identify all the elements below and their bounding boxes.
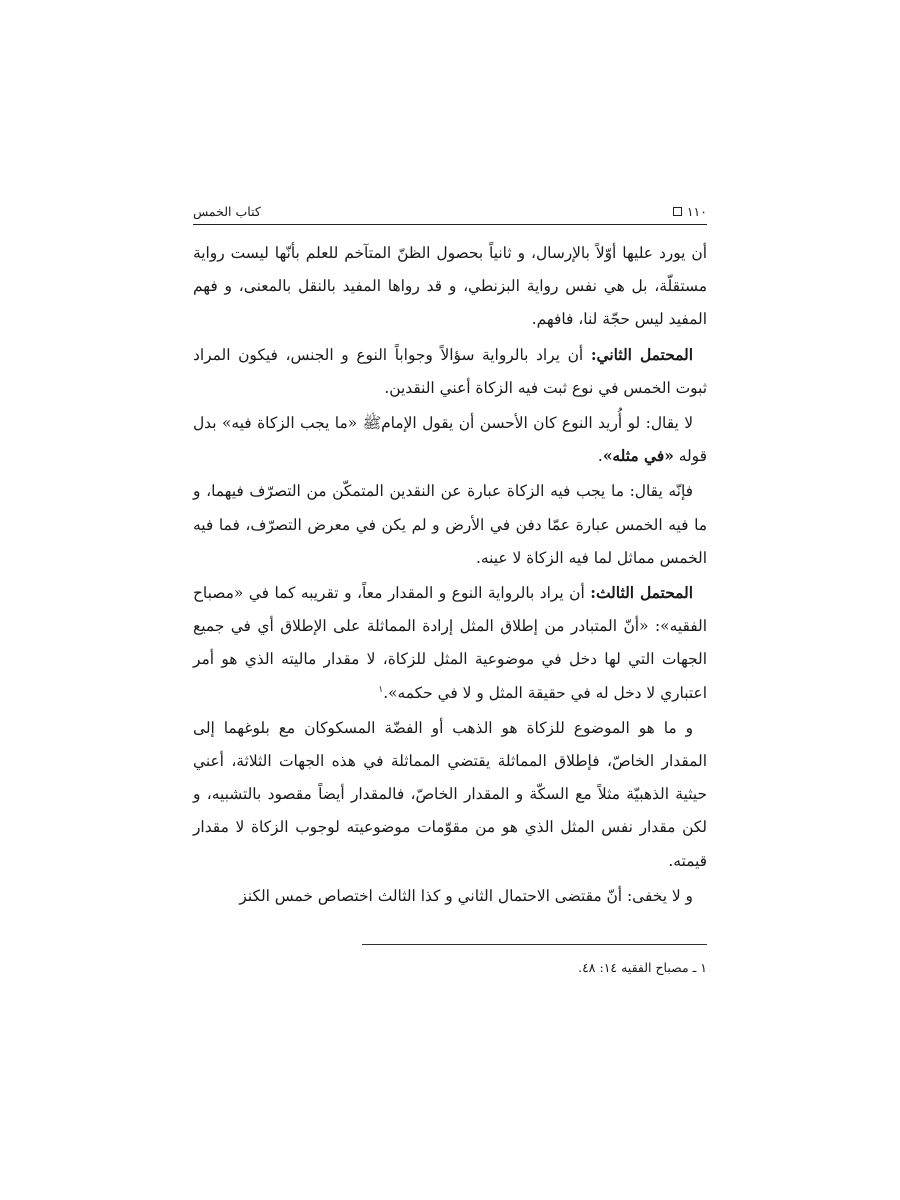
- paragraph-text: .: [597, 447, 603, 466]
- paragraph-text: «ما يجب الزكاة فيه» بدل قوله: [193, 414, 707, 466]
- paragraph-text: و لا يخفى: أنّ مقتضى الاحتمال الثاني و كذا الثالث اختصاص خمس الكنز: [239, 886, 693, 905]
- paragraph-text: و ما هو الموضوع للزكاة هو الذهب أو الفضّة المسكوكان مع بلوغهما إلى المقدار الخاصّ، فإطلاق المماثلة يقتضي المماثلة في هذه الجهات الثلاثة، أعني حيثية الذهبيّة مثلاً مع السكّة و المقدار الخاصّ، فالمقدار أيضاً مقصود بالتشبيه، و لكن مقدار نفس المثل الذي هو من مقوّمات موضوعيته لوجوب الزكاة لا مقدار قيمته.: [193, 718, 707, 870]
- section-term: المحتمل الثاني:: [590, 345, 693, 364]
- paragraph: [193, 577, 707, 710]
- paragraph: [193, 237, 707, 337]
- paragraph-text: فإنّه يقال: ما يجب فيه الزكاة عبارة عن النقدين المتمكّن من التصرّف فيهما، و ما فيه الخمس عبارة عمّا دفن في الأرض و لم يكن في معرض التصرّف، فما فيه الخمس مماثل لما فيه الزكاة لا عينه.: [193, 482, 708, 567]
- square-icon: [673, 207, 682, 216]
- paragraph-text: أن يراد بالرواية سؤالاً وجواباً النوع و الجنس، فيكون المراد ثبوت الخمس في نوع ثبت فيه الزكاة أعني النقدين.: [193, 345, 707, 397]
- main-text: [193, 237, 707, 913]
- page-number: ١١٠: [686, 204, 707, 219]
- paragraph: [193, 475, 707, 575]
- paragraph-text: أن يراد بالرواية النوع و المقدار معاً، و تقريبه كما في «مصباح الفقيه»: «أنّ المتبادر من إطلاق المثل إرادة المماثلة على الإطلاق أي في جميع الجهات التي لها دخل في موضوعية المثل للزكاة، لا مقدار ماليته الذي هو أمر اعتباري لا دخل له في حقيقة المثل و لا في حكمه».: [193, 584, 707, 702]
- paragraph-text: أن يورد عليها أوّلاً بالإرسال، و ثانياً بحصول الظنّ المتآخم للعلم بأنّها ليست رواية مستقلّة، بل هي نفس رواية البزنطي، و قد رواها المفيد بالنقل بالمعنى، و فهم المفيد ليس حجّة لنا، فافهم.: [193, 244, 707, 329]
- footnote-divider: [362, 944, 707, 945]
- book-title: كتاب الخمس: [193, 204, 261, 219]
- section-term: المحتمل الثالث:: [590, 584, 693, 603]
- quoted-phrase: «في مثله»: [602, 447, 674, 466]
- paragraph: [193, 339, 707, 405]
- paragraph-text: لا يقال: لو أُريد النوع كان الأحسن أن يقول الإمام: [381, 414, 693, 433]
- header-page-number-group: [673, 204, 707, 219]
- footnote-reference[interactable]: ١: [378, 684, 384, 695]
- honorific-glyph: ﷺ: [362, 414, 382, 433]
- paragraph: [193, 712, 707, 878]
- paragraph: [193, 880, 707, 913]
- running-header: [193, 198, 707, 225]
- paragraph: [193, 407, 707, 473]
- footnote: ١ ـ مصباح الفقيه ١٤: ٤٨.: [578, 960, 707, 976]
- book-page: [193, 198, 707, 977]
